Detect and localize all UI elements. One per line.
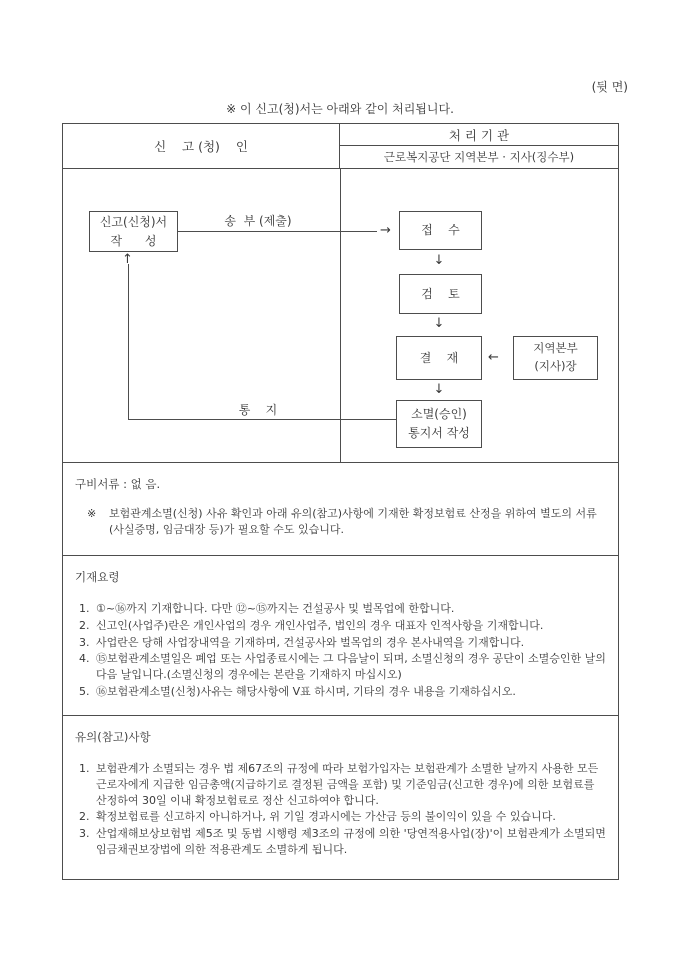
processing-notice: ※ 이 신고(청)서는 아래와 같이 처리됩니다. (226, 102, 454, 116)
list-item (79, 761, 606, 809)
list-item-text: 신고인(사업주)란은 개인사업의 경우 개인사업주, 법인의 경우 대표자 인적사항을 기재합니다. (96, 618, 544, 632)
list-item-text: 보험관계가 소멸되는 경우 법 제67조의 규정에 따라 보험가입자는 보험관계가 소멸한 날까지 사용한 모든 근로자에게 지급한 임금총액(지급하기로 결정된 금액을 포함) 및 기준임금(신고한 경우)에 의한 보험료를 산정하여 30일 이내 확정보험료로 정산 신고하여야 합니다. (96, 761, 599, 807)
list-item-text: 사업란은 당해 사업장내역을 기재하며, 건설공사와 벌목업의 경우 본사내역을 기재합니다. (96, 635, 525, 649)
instructions-section (63, 556, 618, 716)
header-agency-name: 근로복지공단 지역본부 · 지사(징수부) (383, 150, 575, 164)
header-applicant-cell: 신 고 (청) 인 (63, 124, 340, 168)
list-item-text: ⑯보험관계소멸(신청)사유는 해당사항에 V표 하시며, 기타의 경우 내용을 기재하십시오. (96, 685, 516, 699)
flow-label-notify: 통 지 (238, 403, 278, 417)
list-item-text: ①~⑯까지 기재합니다. 다만 ⑫~⑮까지는 건설공사 및 벌목업에 한합니다. (96, 601, 455, 615)
list-item-text: ⑮보험관계소멸일은 폐업 또는 사업종료시에는 그 다음날이 되며, 소멸신청의 경우 공단이 소멸승인한 날의 다음 날입니다.(소멸신청의 경우에는 본란을 기재하지 마십시오) (96, 652, 606, 682)
list-item (79, 601, 606, 617)
header-agency-cell (340, 124, 618, 168)
flow-line-send (178, 231, 377, 232)
documents-note-text: 보험관계소멸(신청) 사유 확인과 아래 유의(참고)사항에 기재한 확정보험료 산정을 위하여 별도의 서류(사실증명, 임금대장 등)가 필요할 수도 있습니다. (109, 506, 597, 536)
documents-note (87, 506, 599, 538)
list-item-number: 3. (79, 635, 90, 649)
processing-table (62, 123, 619, 880)
flow-box-branch-head (513, 336, 598, 380)
table-header-row (63, 124, 618, 169)
cautions-list (79, 761, 606, 859)
list-item-number: 2. (79, 618, 90, 632)
list-item-number: 5. (79, 685, 90, 699)
flow-box-branch-head-line2: (지사)장 (534, 359, 577, 373)
arrow-down-icon: ↓ (433, 316, 445, 331)
documents-section (63, 463, 618, 556)
list-item (79, 684, 606, 700)
list-item (79, 618, 606, 634)
list-item-text: 확정보험료를 신고하지 아니하거나, 위 기일 경과시에는 가산금 등의 불이익이 있을 수 있습니다. (96, 810, 556, 824)
flow-label-send: 송 부 (제출) (224, 214, 292, 228)
list-item-number: 3. (79, 827, 90, 841)
flow-box-receive (399, 211, 482, 250)
header-agency-title: 처 리 기 관 (340, 124, 618, 146)
cautions-section (63, 716, 618, 881)
list-item (79, 809, 606, 825)
cautions-title: 유의(참고)사항 (75, 730, 151, 744)
list-item (79, 651, 606, 683)
reference-mark-icon: ※ (87, 506, 97, 520)
flow-box-extinction-notice (396, 400, 482, 448)
list-item-number: 1. (79, 761, 90, 775)
flow-box-write-line2: 작 성 (110, 233, 157, 248)
arrow-left-icon: ← (488, 350, 499, 365)
flow-box-approve (396, 336, 482, 380)
flow-box-review-label: 검 토 (421, 286, 460, 301)
list-item-number: 1. (79, 601, 90, 615)
flow-line-notify-up (128, 264, 129, 420)
flow-box-approve-label: 결 재 (419, 350, 459, 365)
arrow-down-icon: ↓ (433, 253, 445, 268)
flow-box-write-line1: 신고(신청)서 (99, 214, 168, 229)
list-item-text: 산업재해보상보험법 제5조 및 동법 시행령 제3조의 규정에 의한 '당연적용사업(장)'이 보험관계가 소멸되면 임금채권보장법에 의한 적용관계도 소멸하게 됩니다. (96, 827, 606, 857)
flow-box-extinction-line2: 통지서 작성 (408, 426, 470, 440)
flow-box-receive-label: 접 수 (421, 223, 460, 238)
list-item (79, 826, 606, 858)
arrow-down-icon: ↓ (433, 382, 445, 397)
instructions-title: 기재요령 (75, 570, 120, 584)
page-side-label: (뒷 면) (591, 80, 628, 94)
arrow-up-icon: ↑ (122, 252, 133, 267)
list-item-number: 2. (79, 810, 90, 824)
list-item-number: 4. (79, 652, 90, 666)
documents-title: 구비서류 : 없 음. (75, 477, 161, 491)
flowchart-row (63, 169, 618, 463)
flow-box-review (399, 274, 482, 314)
arrow-right-icon: → (380, 223, 391, 238)
list-item (79, 635, 606, 651)
flow-box-extinction-line1: 소멸(승인) (411, 407, 467, 422)
instructions-list (79, 601, 606, 701)
flow-line-notify (128, 419, 396, 420)
flow-box-branch-head-line1: 지역본부 (533, 341, 578, 356)
